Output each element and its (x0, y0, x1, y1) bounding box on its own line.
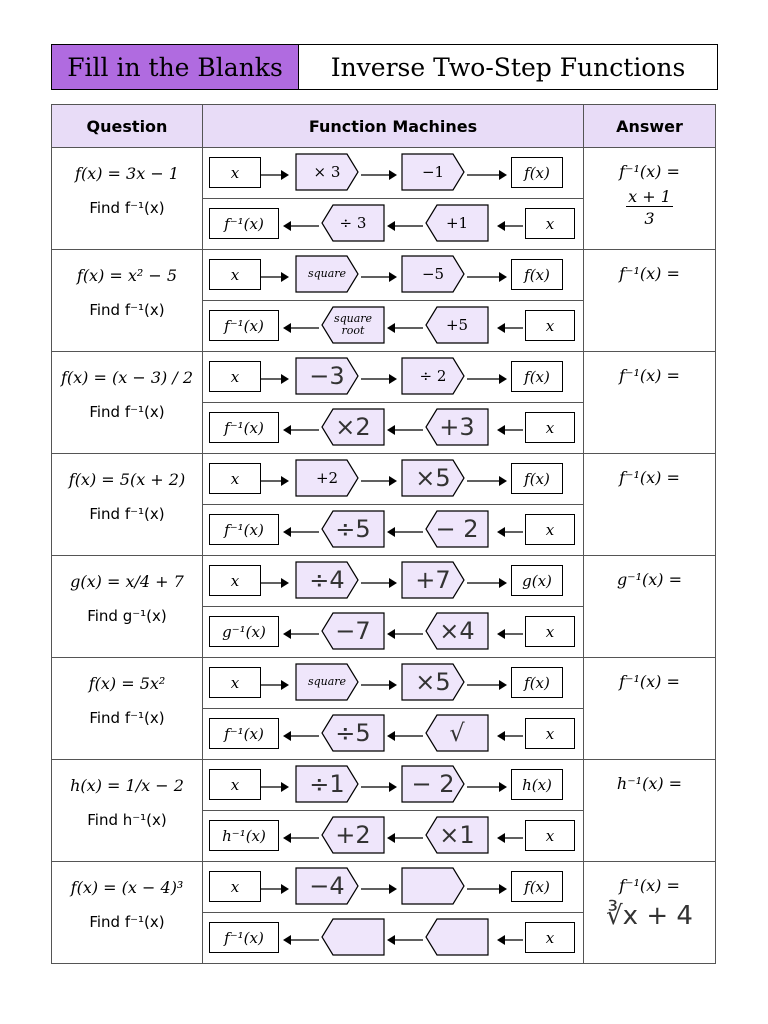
operation-label: ×5 (415, 464, 451, 492)
operation-label: +2 (335, 821, 371, 849)
table-row (52, 556, 716, 658)
arrow-left-icon (283, 829, 319, 841)
answer-label: h⁻¹(x) = (616, 774, 683, 793)
operation-label: ÷4 (309, 566, 345, 594)
arrow-right-icon (467, 676, 507, 688)
output-box: g(x) (511, 565, 563, 596)
operation-box[interactable] (401, 663, 465, 701)
inverse-output-box: f⁻¹(x) (209, 922, 279, 953)
output-box: f(x) (511, 463, 563, 494)
input-box: x (209, 871, 261, 902)
arrow-left-icon (387, 727, 423, 739)
question-function: g(x) = x/4 + 7 (70, 572, 184, 591)
forward-machine (203, 760, 583, 811)
input-box: x (209, 667, 261, 698)
output-box: h(x) (511, 769, 563, 800)
forward-machine (203, 250, 583, 301)
operation-box[interactable] (295, 255, 359, 293)
inverse-operation-box[interactable] (425, 714, 489, 752)
inverse-operation-box[interactable] (321, 204, 385, 242)
arrow-left-icon (497, 727, 523, 739)
operation-box[interactable] (401, 459, 465, 497)
question-find: Find f⁻¹(x) (89, 913, 165, 931)
operation-label: +3 (439, 413, 475, 441)
inverse-output-box: f⁻¹(x) (209, 208, 279, 239)
arrow-left-icon (497, 829, 523, 841)
operation-box[interactable] (295, 459, 359, 497)
input-box: x (209, 769, 261, 800)
inverse-input-box: x (525, 208, 575, 239)
operation-box[interactable] (295, 765, 359, 803)
operation-label: × 3 (313, 163, 341, 181)
operation-label: ×5 (415, 668, 451, 696)
input-box: x (209, 463, 261, 494)
inverse-operation-box[interactable] (425, 612, 489, 650)
arrow-right-icon (261, 574, 289, 586)
question-cell (52, 250, 203, 352)
arrow-left-icon (497, 625, 523, 637)
arrow-right-icon (467, 268, 507, 280)
inverse-machine (203, 199, 583, 249)
arrow-right-icon (467, 880, 507, 892)
inverse-operation-box[interactable] (425, 510, 489, 548)
answer-cell[interactable] (584, 862, 716, 964)
inverse-operation-box[interactable] (321, 306, 385, 344)
arrow-left-icon (387, 421, 423, 433)
answer-handwritten: ∛x + 4 (606, 901, 693, 931)
operation-label: ×1 (439, 821, 475, 849)
operation-box[interactable] (401, 153, 465, 191)
table-row (52, 352, 716, 454)
operation-box[interactable] (295, 357, 359, 395)
answer-label: f⁻¹(x) = (619, 162, 680, 181)
question-find: Find f⁻¹(x) (89, 301, 165, 319)
inverse-machine (203, 607, 583, 657)
column-header-answer: Answer (584, 105, 716, 148)
answer-numerator: x + 1 (628, 187, 671, 206)
operation-label: −3 (309, 362, 345, 390)
arrow-left-icon (387, 931, 423, 943)
question-cell (52, 148, 203, 250)
question-cell (52, 556, 203, 658)
column-header-question: Question (52, 105, 203, 148)
inverse-operation-box[interactable] (321, 816, 385, 854)
operation-box[interactable] (295, 561, 359, 599)
operation-label: −5 (421, 265, 445, 283)
table-row (52, 250, 716, 352)
arrow-right-icon (361, 676, 397, 688)
inverse-output-box: h⁻¹(x) (209, 820, 279, 851)
arrow-left-icon (497, 421, 523, 433)
column-header-machines: Function Machines (203, 105, 584, 148)
operation-label: − 2 (435, 515, 479, 543)
table-row (52, 862, 716, 964)
operation-label: +7 (415, 566, 451, 594)
operation-label: ÷1 (309, 770, 345, 798)
inverse-input-box: x (525, 514, 575, 545)
output-box: f(x) (511, 259, 563, 290)
inverse-input-box: x (525, 616, 575, 647)
forward-machine (203, 352, 583, 403)
arrow-left-icon (387, 217, 423, 229)
table-row (52, 658, 716, 760)
inverse-output-box: f⁻¹(x) (209, 310, 279, 341)
operation-label: −4 (309, 872, 345, 900)
worksheet-title: Inverse Two-Step Functions (330, 52, 686, 82)
arrow-right-icon (361, 472, 397, 484)
answer-label: f⁻¹(x) = (619, 468, 680, 487)
arrow-left-icon (283, 319, 319, 331)
machines-cell (203, 250, 584, 352)
machines-cell (203, 658, 584, 760)
operation-box[interactable] (401, 255, 465, 293)
inverse-operation-box[interactable] (321, 612, 385, 650)
arrow-right-icon (361, 778, 397, 790)
operation-label: +2 (315, 469, 339, 487)
arrow-right-icon (261, 676, 289, 688)
machines-cell (203, 556, 584, 658)
inverse-operation-box[interactable] (425, 918, 489, 956)
machines-cell (203, 352, 584, 454)
operation-box[interactable] (401, 765, 465, 803)
arrow-left-icon (283, 931, 319, 943)
question-function: f(x) = (x − 3) / 2 (60, 368, 193, 387)
operation-label: ÷5 (335, 719, 371, 747)
answer-cell[interactable] (584, 454, 716, 556)
operation-label: +5 (445, 316, 469, 334)
arrow-right-icon (467, 370, 507, 382)
inverse-output-box: g⁻¹(x) (209, 616, 279, 647)
operation-box[interactable] (401, 357, 465, 395)
arrow-left-icon (497, 217, 523, 229)
operation-label: ×2 (335, 413, 371, 441)
answer-label: f⁻¹(x) = (619, 264, 680, 283)
question-function: f(x) = 5x² (88, 674, 166, 693)
operation-label: ×4 (439, 617, 475, 645)
answer-cell[interactable] (584, 250, 716, 352)
inverse-operation-box[interactable] (425, 306, 489, 344)
forward-machine (203, 454, 583, 505)
table-row (52, 148, 716, 250)
operation-box[interactable] (295, 663, 359, 701)
inverse-operation-box[interactable] (321, 714, 385, 752)
arrow-right-icon (361, 880, 397, 892)
forward-machine (203, 556, 583, 607)
inverse-input-box: x (525, 820, 575, 851)
arrow-left-icon (497, 319, 523, 331)
arrow-left-icon (497, 931, 523, 943)
inverse-operation-box[interactable] (425, 816, 489, 854)
inverse-machine (203, 505, 583, 555)
operation-label: square (307, 267, 347, 280)
input-box: x (209, 157, 261, 188)
question-find: Find f⁻¹(x) (89, 709, 165, 727)
output-box: f(x) (511, 361, 563, 392)
operation-label: ÷5 (335, 515, 371, 543)
operation-box[interactable] (401, 561, 465, 599)
operation-label: −1 (421, 163, 445, 181)
inverse-output-box: f⁻¹(x) (209, 718, 279, 749)
inverse-machine (203, 913, 583, 963)
inverse-input-box: x (525, 718, 575, 749)
answer-label: f⁻¹(x) = (619, 672, 680, 691)
arrow-left-icon (283, 523, 319, 535)
arrow-right-icon (261, 778, 289, 790)
forward-machine (203, 658, 583, 709)
arrow-right-icon (467, 166, 507, 178)
inverse-machine (203, 709, 583, 759)
machines-cell (203, 862, 584, 964)
question-cell (52, 760, 203, 862)
arrow-right-icon (361, 166, 397, 178)
answer-cell[interactable] (584, 556, 716, 658)
arrow-right-icon (261, 166, 289, 178)
inverse-machine (203, 301, 583, 351)
arrow-right-icon (467, 574, 507, 586)
inverse-operation-box[interactable] (425, 204, 489, 242)
machines-cell (203, 454, 584, 556)
inverse-machine (203, 403, 583, 453)
arrow-left-icon (283, 625, 319, 637)
inverse-input-box: x (525, 922, 575, 953)
operation-label: ÷ 3 (339, 214, 367, 232)
arrow-right-icon (467, 778, 507, 790)
arrow-right-icon (467, 472, 507, 484)
arrow-left-icon (283, 217, 319, 229)
worksheet-title-bar (51, 44, 718, 90)
operation-label: − 2 (411, 770, 455, 798)
input-box: x (209, 259, 261, 290)
operation-label: square (307, 675, 347, 688)
question-function: h(x) = 1/x − 2 (70, 776, 184, 795)
forward-machine (203, 148, 583, 199)
arrow-right-icon (361, 574, 397, 586)
operation-label: −7 (335, 617, 371, 645)
answer-label: f⁻¹(x) = (619, 876, 680, 895)
machines-cell (203, 760, 584, 862)
table-row (52, 760, 716, 862)
output-box: f(x) (511, 871, 563, 902)
question-function: f(x) = x² − 5 (76, 266, 178, 285)
question-cell (52, 658, 203, 760)
question-cell (52, 454, 203, 556)
operation-label: square root (333, 312, 373, 337)
operation-label: ÷ 2 (419, 367, 447, 385)
inverse-operation-box[interactable] (321, 408, 385, 446)
answer-cell[interactable] (584, 760, 716, 862)
question-cell (52, 352, 203, 454)
operation-label (401, 867, 465, 905)
arrow-right-icon (361, 268, 397, 280)
arrow-left-icon (387, 829, 423, 841)
operation-box[interactable] (295, 153, 359, 191)
input-box: x (209, 361, 261, 392)
inverse-output-box: f⁻¹(x) (209, 412, 279, 443)
question-function: f(x) = (x − 4)³ (70, 878, 184, 897)
answer-cell[interactable] (584, 658, 716, 760)
arrow-left-icon (283, 421, 319, 433)
function-machines-table (51, 104, 716, 964)
operation-box[interactable] (295, 867, 359, 905)
question-function: f(x) = 5(x + 2) (68, 470, 186, 489)
fill-in-blanks-tag: Fill in the Blanks (52, 45, 299, 89)
inverse-input-box: x (525, 310, 575, 341)
question-find: Find f⁻¹(x) (89, 403, 165, 421)
arrow-left-icon (387, 625, 423, 637)
question-find: Find g⁻¹(x) (87, 607, 167, 625)
inverse-operation-box[interactable] (321, 510, 385, 548)
arrow-left-icon (283, 727, 319, 739)
output-box: f(x) (511, 667, 563, 698)
table-row (52, 454, 716, 556)
inverse-machine (203, 811, 583, 861)
arrow-left-icon (387, 319, 423, 331)
forward-machine (203, 862, 583, 913)
question-find: Find h⁻¹(x) (87, 811, 167, 829)
answer-label: f⁻¹(x) = (619, 366, 680, 385)
inverse-input-box: x (525, 412, 575, 443)
answer-cell[interactable] (584, 148, 716, 250)
machines-cell (203, 148, 584, 250)
answer-label: g⁻¹(x) = (616, 570, 683, 589)
arrow-right-icon (361, 370, 397, 382)
answer-cell[interactable] (584, 352, 716, 454)
arrow-left-icon (387, 523, 423, 535)
input-box: x (209, 565, 261, 596)
answer-denominator: 3 (644, 209, 655, 228)
arrow-right-icon (261, 370, 289, 382)
question-function: f(x) = 3x − 1 (75, 164, 179, 183)
inverse-output-box: f⁻¹(x) (209, 514, 279, 545)
arrow-left-icon (497, 523, 523, 535)
operation-label: √ (449, 719, 465, 747)
arrow-right-icon (261, 472, 289, 484)
arrow-right-icon (261, 880, 289, 892)
operation-label (425, 918, 489, 956)
output-box: f(x) (511, 157, 563, 188)
question-cell (52, 862, 203, 964)
question-find: Find f⁻¹(x) (89, 505, 165, 523)
arrow-right-icon (261, 268, 289, 280)
operation-box[interactable] (401, 867, 465, 905)
operation-label: +1 (445, 214, 469, 232)
operation-label (321, 918, 385, 956)
inverse-operation-box[interactable] (425, 408, 489, 446)
inverse-operation-box[interactable] (321, 918, 385, 956)
question-find: Find f⁻¹(x) (89, 199, 165, 217)
